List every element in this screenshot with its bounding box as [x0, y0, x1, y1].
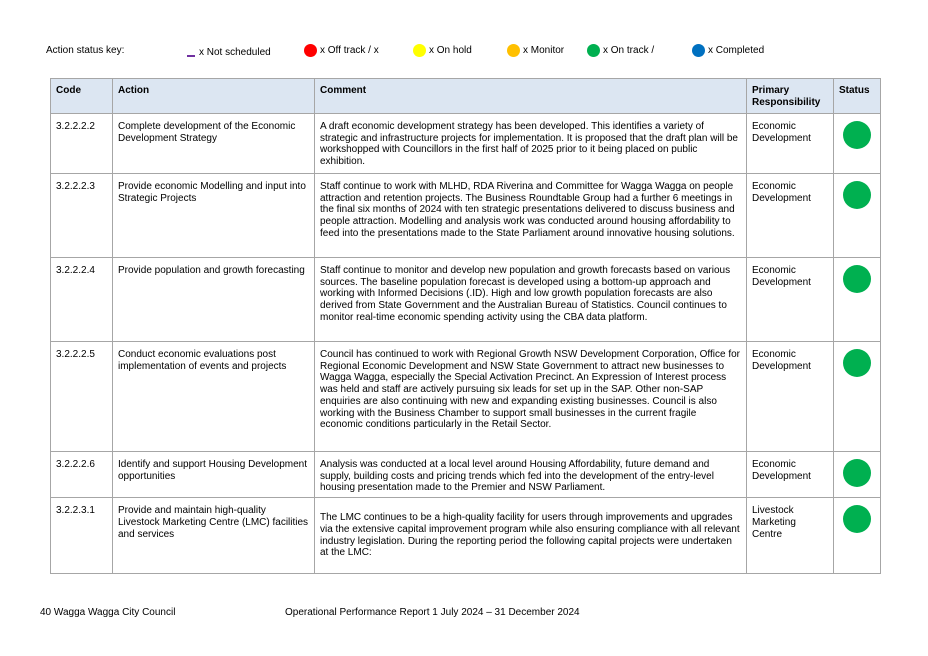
key-item-not-scheduled — [187, 44, 271, 58]
status-cell — [834, 342, 881, 452]
status-green-dot-icon — [843, 505, 871, 533]
key-item-off-track — [304, 44, 379, 57]
key-label: x On hold — [429, 45, 472, 56]
action-cell: Provide population and growth forecasting — [113, 258, 315, 342]
status-key — [0, 44, 928, 60]
action-cell: Conduct economic evaluations post implementation of events and projects — [113, 342, 315, 452]
header-comment: Comment — [315, 79, 747, 114]
status-green-dot-icon — [843, 459, 871, 487]
red-dot-icon — [304, 44, 317, 57]
green-dot-icon — [587, 44, 600, 57]
action-cell: Provide economic Modelling and input into Strategic Projects — [113, 174, 315, 258]
key-label: x Completed — [708, 45, 765, 56]
footer-report-title: Operational Performance Report 1 July 2024 – 31 December 2024 — [285, 607, 580, 618]
responsibility-cell: Livestock Marketing Centre — [747, 498, 834, 574]
blue-dot-icon — [692, 44, 705, 57]
responsibility-cell: Economic Development — [747, 452, 834, 498]
table-row — [51, 342, 881, 452]
header-action: Action — [113, 79, 315, 114]
responsibility-cell: Economic Development — [747, 174, 834, 258]
status-cell — [834, 452, 881, 498]
comment-cell: Analysis was conducted at a local level around Housing Affordability, future demand and supply, building costs and pricing trends which fed into the development of the entry-level housing presentation made to the Premier and NSW Parliament. — [315, 452, 747, 498]
code-cell: 3.2.2.2.4 — [51, 258, 113, 342]
header-code: Code — [51, 79, 113, 114]
comment-cell: Staff continue to work with MLHD, RDA Riverina and Committee for Wagga Wagga on people attraction and retention projects. The Business Roundtable Group had a further 6 meetings in the final six months of 2024 with ten strategic presentations delivered to discuss business and people attraction. Modelling and analysis work was conducted around housing affordability to feed into the presentations made to the State Parliament around innovative housing solutions. — [315, 174, 747, 258]
responsibility-cell: Economic Development — [747, 258, 834, 342]
table-row — [51, 452, 881, 498]
amber-dot-icon — [507, 44, 520, 57]
code-cell: 3.2.2.3.1 — [51, 498, 113, 574]
status-key-title: Action status key: — [46, 45, 125, 56]
comment-cell: The LMC continues to be a high-quality facility for users through improvements and upgrades via the extensive capital improvement program while also ensuring compliance with all relevant industry legislation. During the reporting period the following capital projects were undertaken at the LMC: — [315, 498, 747, 574]
status-cell — [834, 498, 881, 574]
code-cell: 3.2.2.2.5 — [51, 342, 113, 452]
status-cell — [834, 114, 881, 174]
action-cell: Identify and support Housing Development opportunities — [113, 452, 315, 498]
comment-cell: A draft economic development strategy has been developed. This identifies a variety of strategic and infrastructure projects for implementation. It is proposed that the draft plan will be workshopped with Councillors in the first half of 2025 prior to it being placed on public exhibition. — [315, 114, 747, 174]
footer-page-number: 40 Wagga Wagga City Council — [40, 607, 176, 618]
code-cell: 3.2.2.2.6 — [51, 452, 113, 498]
yellow-dot-icon — [413, 44, 426, 57]
status-green-dot-icon — [843, 349, 871, 377]
comment-cell: Council has continued to work with Regional Growth NSW Development Corporation, Office for Regional Economic Development and NSW State Government to attract new businesses to Wagga Wagga, especially the Special Activation Precinct. An Expression of Interest process was held and staff are actively pursuing six leads for set up in the SAP. Other non-SAP enquiries are also continuing with new and expanding existing businesses. Council is also working with the Business Chamber to support small businesses in the current fragile economic conditions particularly in the Retail Sector. — [315, 342, 747, 452]
status-green-dot-icon — [843, 121, 871, 149]
key-label: x On track / — [603, 45, 655, 56]
code-cell: 3.2.2.2.2 — [51, 114, 113, 174]
status-green-dot-icon — [843, 265, 871, 293]
key-label: x Off track / x — [320, 45, 379, 56]
responsibility-cell: Economic Development — [747, 342, 834, 452]
table-row — [51, 258, 881, 342]
key-item-monitor — [507, 44, 564, 57]
responsibility-cell: Economic Development — [747, 114, 834, 174]
key-label: x Not scheduled — [199, 47, 271, 58]
table-row — [51, 114, 881, 174]
status-green-dot-icon — [843, 181, 871, 209]
key-item-on-hold — [413, 44, 472, 57]
key-item-on-track — [587, 44, 654, 57]
status-cell — [834, 174, 881, 258]
key-item-completed — [692, 44, 764, 57]
dash-icon — [187, 55, 195, 57]
status-cell — [834, 258, 881, 342]
header-responsibility: Primary Responsibility — [747, 79, 834, 114]
action-table — [50, 78, 881, 574]
code-cell: 3.2.2.2.3 — [51, 174, 113, 258]
comment-cell: Staff continue to monitor and develop new population and growth forecasts based on various sources. The baseline population forecast is developed using a bottom-up approach and working with Informed Decisions (.ID). High and low growth population forecasts are also derived from State Government and the Australian Bureau of Statistics. Council continues to monitor real-time economic spending activity using the CBA data platform. — [315, 258, 747, 342]
key-label: x Monitor — [523, 45, 565, 56]
table-row — [51, 174, 881, 258]
table-header-row — [51, 79, 881, 114]
action-cell: Complete development of the Economic Development Strategy — [113, 114, 315, 174]
table-row — [51, 498, 881, 574]
action-cell: Provide and maintain high-quality Livestock Marketing Centre (LMC) facilities and services — [113, 498, 315, 574]
header-status: Status — [834, 79, 881, 114]
